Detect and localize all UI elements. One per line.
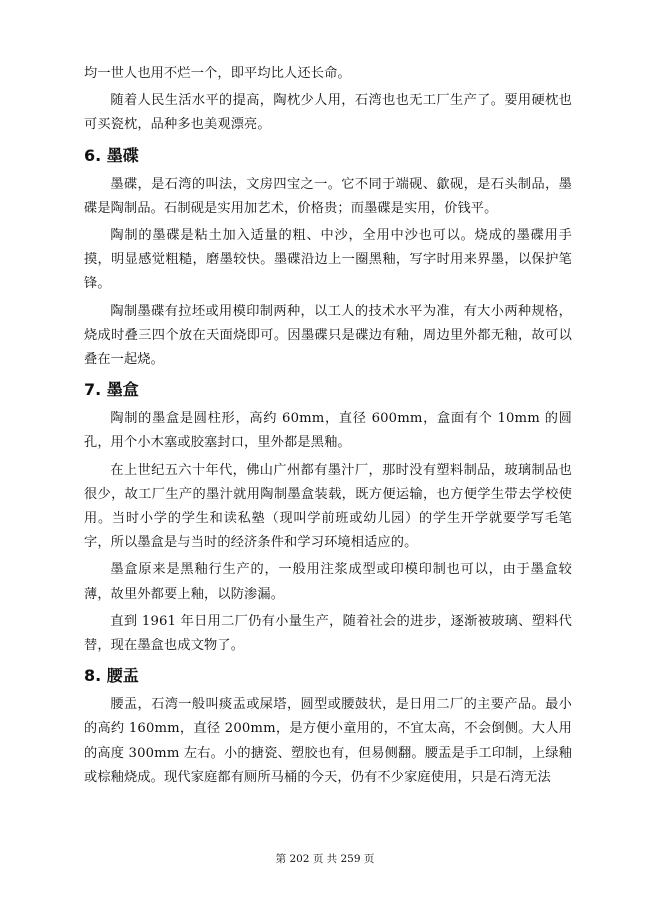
document-body: [84, 62, 572, 793]
paragraph: 墨盒原来是黑釉行生产的，一般用注浆成型或印模印制也可以，由于墨盒较薄，故里外都要上釉，以防渗漏。: [84, 562, 572, 602]
paragraph: 腰盂，石湾一般叫痰盂或屎塔，圆型或腰鼓状，是日用二厂的主要产品。最小的高约 160mm，直径 200mm，是方便小童用的，不宜太高，不会倒侧。大人用的高度 300mm 左右。小的搪瓷、塑胶也有，但易侧翻。腰盂是手工印制，上绿釉或棕釉烧成。现代家庭都有厕所马桶的今天，仍有不少家庭使用，只是石湾无法: [84, 697, 572, 785]
section-heading-7: 7. 墨盒: [84, 380, 139, 400]
paragraph: 随着人民生活水平的提高，陶枕少人用，石湾也也无工厂生产了。要用硬枕也可买瓷枕，品种多也美观漂亮。: [84, 93, 572, 133]
paragraph: 墨碟，是石湾的叫法，文房四宝之一。它不同于端砚、歙砚，是石头制品，墨碟是陶制品。石制砚是实用加艺术，价格贵；而墨碟是实用，价钱平。: [84, 176, 572, 216]
section-heading-8: 8. 腰盂: [84, 666, 139, 686]
page-footer: [0, 852, 650, 866]
paragraph: 陶制的墨碟是粘土加入适量的粗、中沙，全用中沙也可以。烧成的墨碟用手摸，明显感觉粗糙，磨墨较快。墨碟沿边上一圈黑釉，写字时用来界墨，以保护笔锋。: [84, 228, 572, 292]
page-indicator: 第 202 页 共 259 页: [275, 853, 375, 865]
paragraph: 陶制的墨盒是圆柱形，高约 60mm，直径 600mm，盒面有个 10mm 的圆孔，用个小木塞或胶塞封口，里外都是黑釉。: [84, 411, 572, 451]
paragraph: 在上世纪五六十年代，佛山广州都有墨汁厂，那时没有塑料制品，玻璃制品也很少，故工厂生产的墨汁就用陶制墨盒装载，既方便运输，也方便学生带去学校使用。当时小学的学生和读私塾（现叫学前班或幼儿园）的学生开学就要学写毛笔字，所以墨盒是与当时的经济条件和学习环境相适应的。: [84, 462, 572, 551]
paragraph: 直到 1961 年日用二厂仍有小量生产，随着社会的进步，逐渐被玻璃、塑料代替，现在墨盒也成文物了。: [84, 613, 572, 654]
paragraph: 均一世人也用不烂一个，即平均比人还长命。: [84, 66, 351, 81]
section-heading-6: 6. 墨碟: [84, 145, 139, 165]
paragraph: 陶制墨碟有拉坯或用模印制两种，以工人的技术水平为准，有大小两种规格，烧成时叠三四个放在天面烧即可。因墨碟只是碟边有釉，周边里外都无釉，故可以叠在一起烧。: [84, 303, 572, 368]
